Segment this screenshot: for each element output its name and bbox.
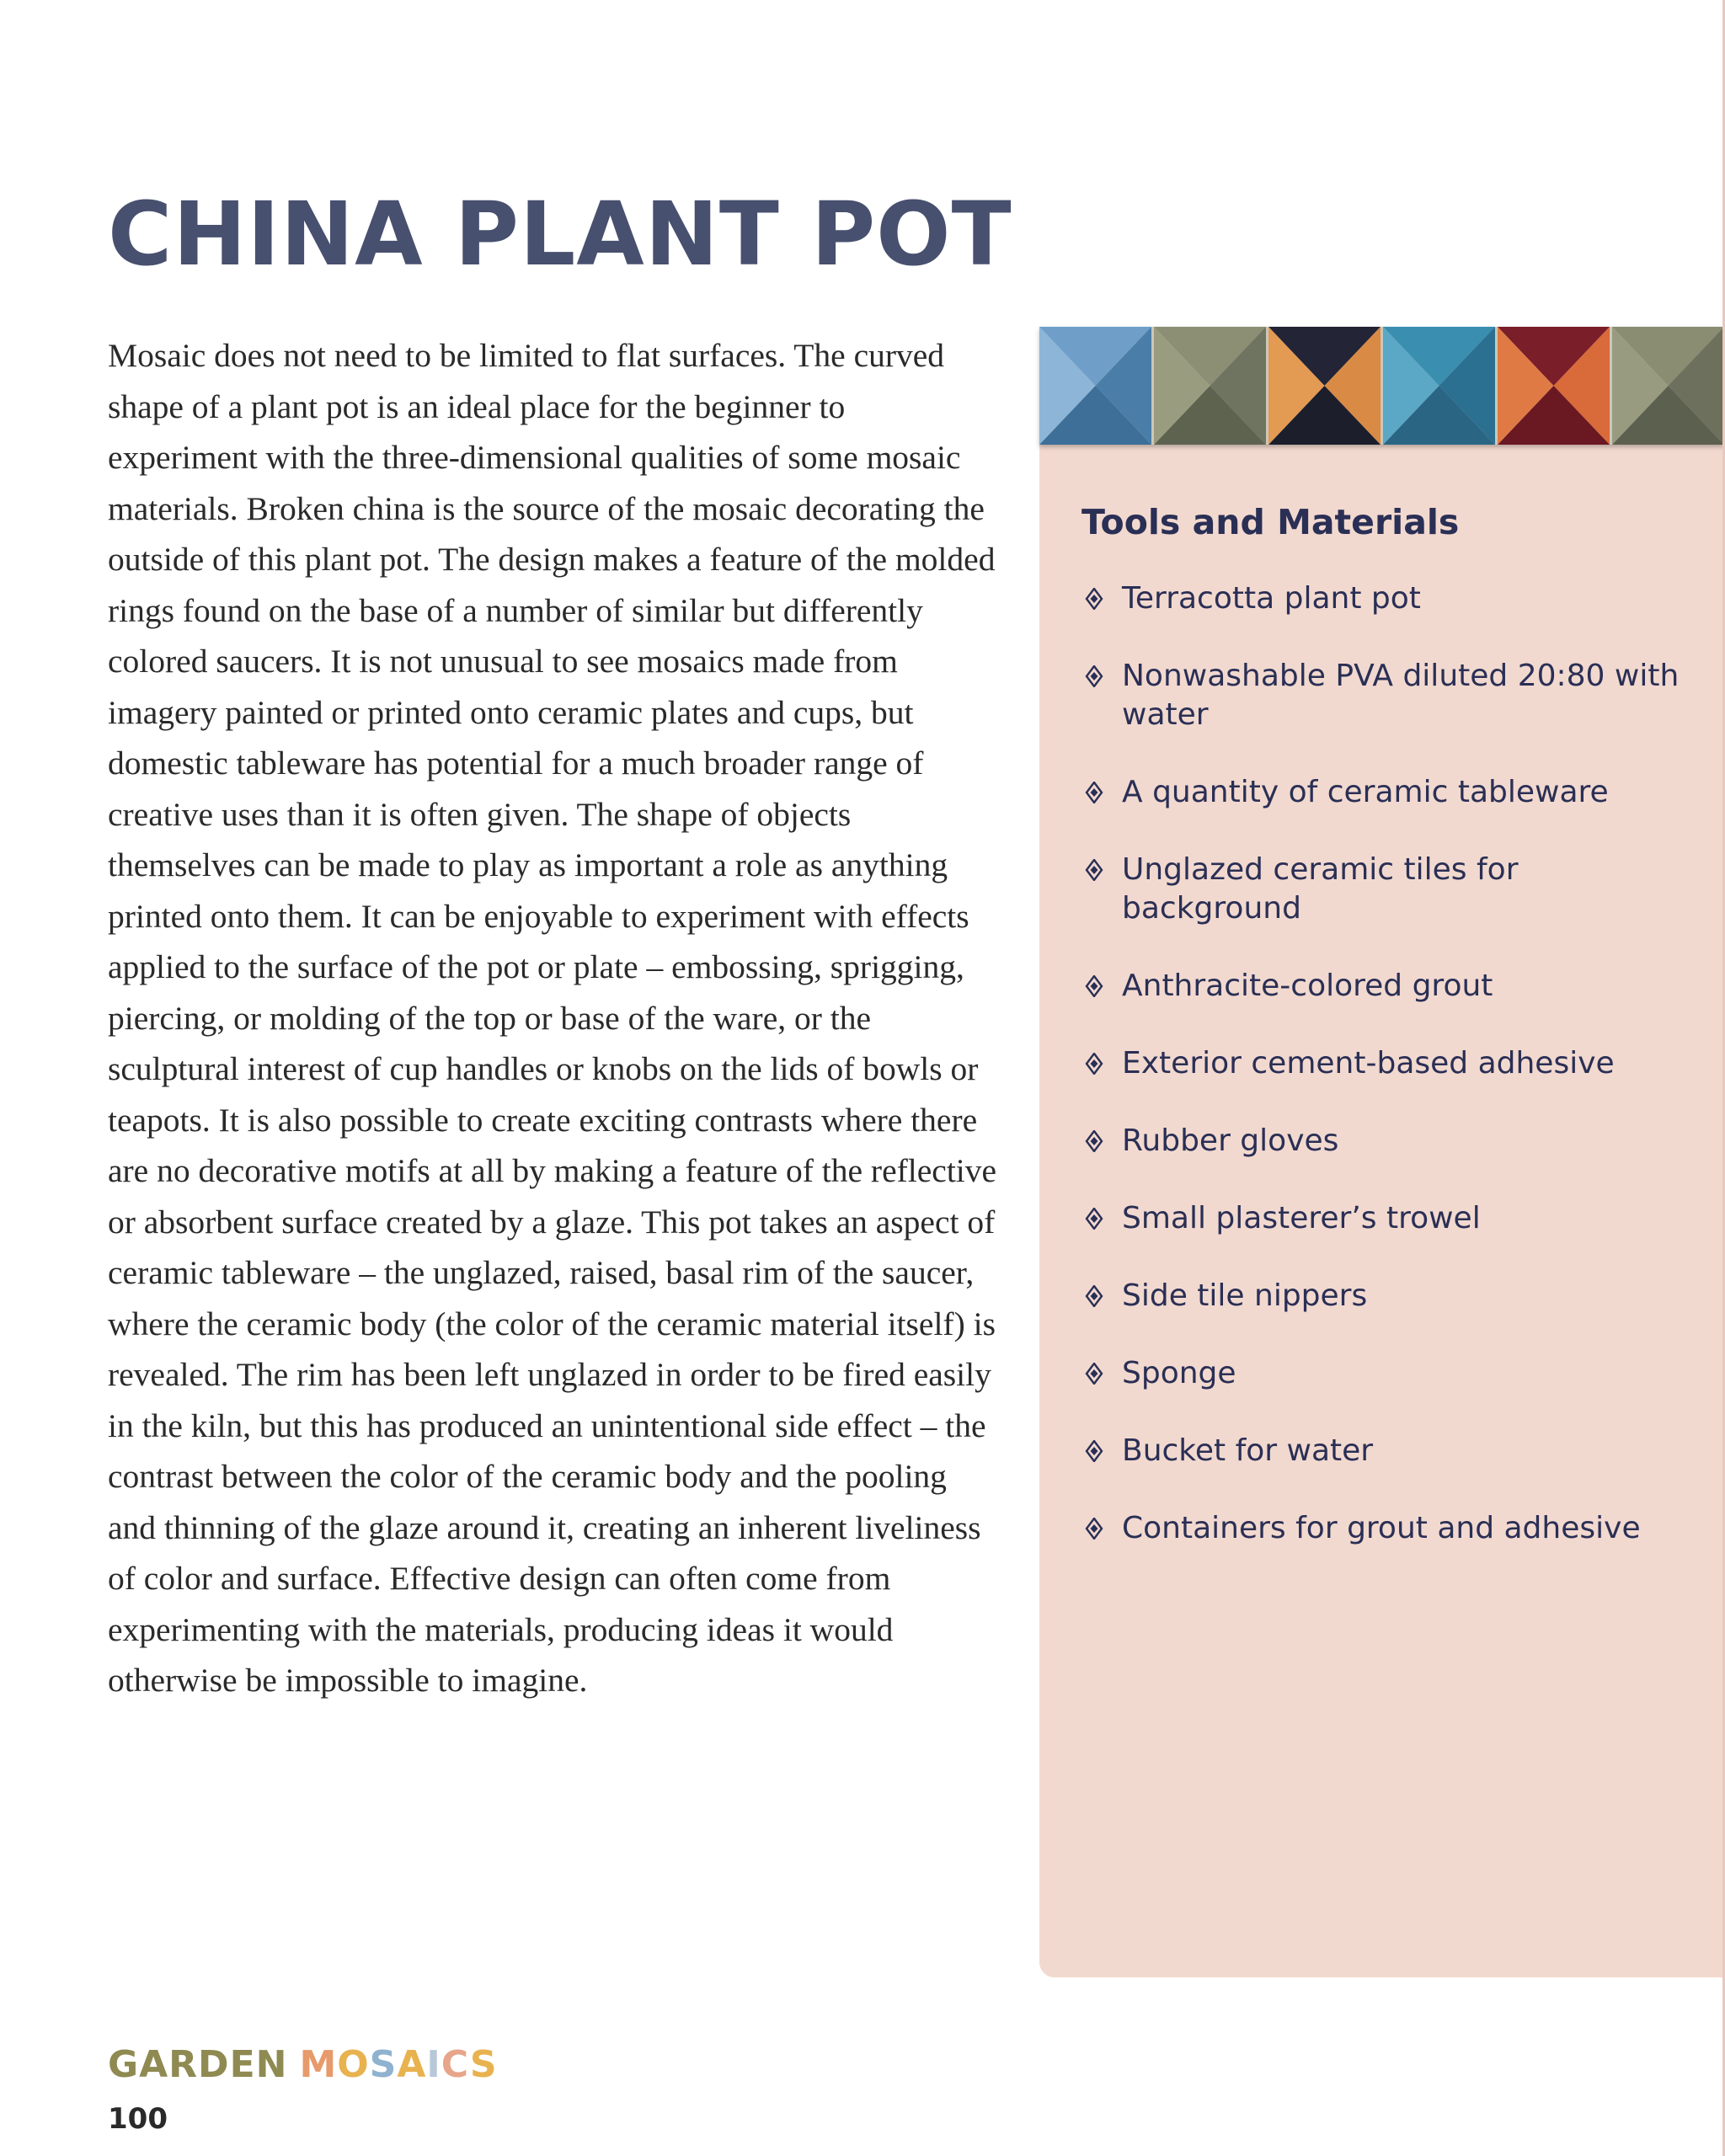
list-item-label: Side tile nippers bbox=[1122, 1278, 1368, 1313]
diamond-bullet-icon bbox=[1081, 657, 1107, 696]
brand-letter: I bbox=[426, 2043, 441, 2086]
diamond-bullet-icon bbox=[1081, 579, 1107, 618]
mosaic-tile-strip bbox=[1039, 327, 1725, 445]
list-item-label: Sponge bbox=[1122, 1356, 1236, 1390]
list-item bbox=[1081, 579, 1688, 618]
brand-letter: M bbox=[299, 2043, 338, 2086]
list-item bbox=[1081, 773, 1688, 812]
list-item bbox=[1081, 657, 1688, 734]
list-item-label: Terracotta plant pot bbox=[1122, 581, 1421, 616]
list-item-label: Anthracite-colored grout bbox=[1122, 969, 1493, 1003]
brand-letter: A bbox=[397, 2043, 427, 2086]
list-item bbox=[1081, 1044, 1688, 1083]
tools-materials-panel bbox=[1039, 327, 1725, 1977]
brand-letter: C bbox=[441, 2043, 470, 2086]
list-item-label: Small plasterer’s trowel bbox=[1122, 1201, 1481, 1235]
diamond-bullet-icon bbox=[1081, 1199, 1107, 1238]
diamond-bullet-icon bbox=[1081, 967, 1107, 1006]
page-number: 100 bbox=[108, 2102, 168, 2136]
list-item-label: A quantity of ceramic tableware bbox=[1122, 775, 1609, 809]
brand-letter: S bbox=[369, 2043, 398, 2086]
brand-letter: S bbox=[469, 2043, 498, 2086]
list-item-label: Nonwashable PVA diluted 20:80 with water bbox=[1122, 659, 1680, 732]
page-title: CHINA PLANT POT bbox=[108, 183, 1012, 286]
diamond-bullet-icon bbox=[1081, 1277, 1107, 1315]
diamond-bullet-icon bbox=[1081, 773, 1107, 812]
diamond-bullet-icon bbox=[1081, 1044, 1107, 1083]
diamond-bullet-icon bbox=[1081, 851, 1107, 889]
mosaic-tile bbox=[1039, 327, 1154, 445]
list-item-label: Rubber gloves bbox=[1122, 1123, 1339, 1158]
list-item bbox=[1081, 1432, 1688, 1470]
mosaic-tile bbox=[1268, 327, 1383, 445]
diamond-bullet-icon bbox=[1081, 1432, 1107, 1470]
brand-word-garden: GARDEN bbox=[108, 2043, 288, 2086]
list-item-label: Unglazed ceramic tiles for background bbox=[1122, 852, 1519, 926]
list-item bbox=[1081, 967, 1688, 1006]
mosaic-tile bbox=[1154, 327, 1268, 445]
list-item-label: Containers for grout and adhesive bbox=[1122, 1511, 1641, 1545]
mosaic-tile bbox=[1612, 327, 1725, 445]
tools-heading: Tools and Materials bbox=[1081, 502, 1460, 542]
mosaic-tile bbox=[1383, 327, 1498, 445]
list-item-label: Bucket for water bbox=[1122, 1433, 1374, 1468]
diamond-bullet-icon bbox=[1081, 1509, 1107, 1548]
footer-brand bbox=[108, 2043, 498, 2086]
list-item bbox=[1081, 1122, 1688, 1161]
mosaic-tile bbox=[1498, 327, 1612, 445]
list-item bbox=[1081, 1199, 1688, 1238]
list-item-label: Exterior cement-based adhesive bbox=[1122, 1046, 1615, 1081]
brand-word-mosaics bbox=[299, 2043, 497, 2086]
list-item bbox=[1081, 851, 1688, 928]
tools-list bbox=[1081, 579, 1688, 1587]
diamond-bullet-icon bbox=[1081, 1122, 1107, 1161]
list-item bbox=[1081, 1354, 1688, 1393]
list-item bbox=[1081, 1509, 1688, 1548]
list-item bbox=[1081, 1277, 1688, 1315]
body-paragraph: Mosaic does not need to be limited to flat surfaces. The curved shape of a plant pot is an ideal place for the beginner to experiment with the three-dimensional qualities of some mosaic materials. Broken china is the source of the mosaic decorating the outside of this plant pot. The design makes a feature of the molded rings found on the base of a number of similar but differently colored saucers. It is not unusual to see mosaics made from imagery painted or printed onto ceramic plates and cups, but domestic tableware has potential for a much broader range of creative uses than it is often given. The shape of objects themselves can be made to play as important a role as anything printed onto them. It can be enjoyable to experiment with effects applied to the surface of the pot or plate – embossing, sprigging, piercing, or molding of the top or base of the ware, or the sculptural interest of cup handles or knobs on the lids of bowls or teapots. It is also possible to create exciting contrasts where there are no decorative motifs at all by making a feature of the reflective or absorbent surface created by a glaze. This pot takes an aspect of ceramic tableware – the unglazed, raised, basal rim of the saucer, where the ceramic body (the color of the ceramic material itself) is revealed. The rim has been left unglazed in order to be fired easily in the kiln, but this has produced an unintentional side effect – the contrast between the color of the ceramic body and the pooling and thinning of the glaze around it, creating an inherent liveliness of color and surface. Effective design can often come from experimenting with the materials, producing ideas it would otherwise be impossible to imagine. bbox=[108, 337, 997, 1699]
brand-letter: O bbox=[337, 2043, 370, 2086]
diamond-bullet-icon bbox=[1081, 1354, 1107, 1393]
